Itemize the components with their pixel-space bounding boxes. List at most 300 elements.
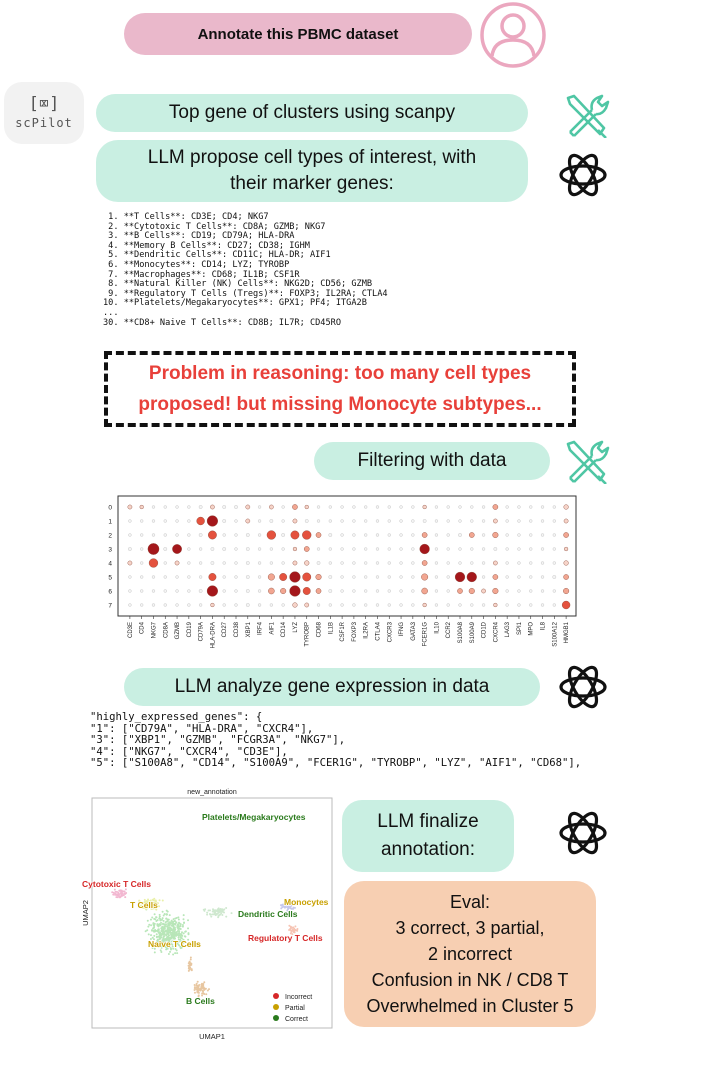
dotplot-gene-label: IRF4 bbox=[257, 622, 264, 636]
umap-point bbox=[183, 918, 185, 920]
dotplot-dot bbox=[435, 562, 438, 565]
dotplot-dot bbox=[518, 534, 521, 537]
dotplot-dot bbox=[364, 576, 367, 579]
dotplot-dot bbox=[388, 520, 391, 523]
dotplot-dot bbox=[199, 562, 202, 565]
dotplot-dot bbox=[293, 519, 297, 523]
dotplot-dot bbox=[164, 576, 167, 579]
umap-point bbox=[203, 981, 205, 983]
dotplot-dot bbox=[210, 505, 214, 509]
umap-point bbox=[187, 919, 189, 921]
dotplot-dot bbox=[258, 534, 261, 537]
dotplot-dot bbox=[447, 534, 450, 537]
umap-point bbox=[119, 896, 121, 898]
umap-point bbox=[168, 934, 170, 936]
umap-point bbox=[165, 917, 167, 919]
umap-point bbox=[148, 924, 150, 926]
umap-point bbox=[163, 931, 165, 933]
dotplot-dot bbox=[411, 520, 414, 523]
dotplot-dot bbox=[282, 506, 285, 509]
dotplot-dot bbox=[246, 575, 249, 578]
umap-point bbox=[221, 908, 223, 910]
dotplot-dot bbox=[223, 519, 226, 522]
umap-point bbox=[169, 926, 171, 928]
dotplot-gene-label: XBP1 bbox=[245, 622, 252, 638]
dotplot-cluster-label: 5 bbox=[108, 574, 112, 582]
dotplot-gene-label: TYROBP bbox=[304, 622, 311, 647]
umap-point bbox=[147, 926, 149, 928]
dotplot-dot bbox=[467, 572, 477, 582]
dotplot-dot bbox=[422, 588, 428, 594]
umap-point bbox=[120, 892, 122, 894]
dotplot-dot bbox=[329, 533, 332, 536]
umap-point bbox=[163, 928, 165, 930]
dotplot-dot bbox=[506, 520, 509, 523]
dotplot-dot bbox=[352, 604, 355, 607]
dotplot-dot bbox=[541, 576, 544, 579]
umap-point bbox=[163, 915, 165, 917]
marker-list-line: 5. **Dendritic Cells**: CD11C; HLA-DR; AIF1 bbox=[103, 250, 331, 261]
openai-icon-2 bbox=[556, 660, 610, 714]
dotplot-dot bbox=[529, 562, 532, 565]
umap-point bbox=[162, 917, 164, 919]
dotplot-dot bbox=[246, 561, 249, 564]
dotplot-dot bbox=[364, 506, 367, 509]
marker-list-line: 6. **Monocytes**: CD14; LYZ; TYROBP bbox=[103, 259, 290, 270]
umap-point bbox=[213, 913, 215, 915]
umap-point bbox=[160, 922, 162, 924]
umap-point bbox=[158, 932, 160, 934]
dotplot-dot bbox=[341, 534, 344, 537]
dotplot-dot bbox=[482, 576, 485, 579]
umap-cluster-label: Cytotoxic T Cells bbox=[82, 879, 151, 889]
marker-list-line: 3. **B Cells**: CD19; CD79A; HLA-DRA bbox=[103, 231, 295, 242]
umap-point bbox=[156, 930, 158, 932]
dotplot-dot bbox=[282, 520, 285, 523]
umap-point bbox=[160, 949, 162, 951]
dotplot-dot bbox=[128, 576, 131, 579]
dotplot-dot bbox=[529, 604, 532, 607]
dotplot-dot bbox=[164, 562, 167, 565]
dotplot-dot bbox=[518, 520, 521, 523]
step-finalize-line1: LLM finalize bbox=[377, 811, 479, 832]
dotplot-dot bbox=[541, 506, 544, 509]
marker-list-line: 10. **Platelets/Megakaryocytes**: GPX1; PF4; ITGA2B bbox=[103, 298, 367, 309]
dotplot-dot bbox=[211, 561, 214, 564]
dotplot-dot bbox=[352, 590, 355, 593]
dotplot-dot bbox=[140, 520, 143, 523]
dotplot-dot bbox=[152, 520, 155, 523]
dotplot-dot bbox=[529, 506, 532, 509]
gene-dotplot bbox=[100, 492, 580, 660]
umap-point bbox=[223, 909, 225, 911]
umap-point bbox=[124, 896, 126, 898]
dotplot-dot bbox=[470, 604, 473, 607]
umap-point bbox=[165, 930, 167, 932]
dotplot-dot bbox=[376, 562, 379, 565]
umap-point bbox=[177, 928, 179, 930]
dotplot-dot bbox=[506, 534, 509, 537]
dotplot-dot bbox=[388, 576, 391, 579]
umap-point bbox=[156, 933, 158, 935]
dotplot-dot bbox=[223, 562, 226, 565]
umap-point bbox=[159, 899, 161, 901]
dotplot-dot bbox=[290, 572, 301, 583]
dotplot-dot bbox=[482, 604, 485, 607]
dotplot-gene-label: CTLA4 bbox=[375, 622, 382, 641]
umap-point bbox=[116, 891, 118, 893]
dotplot-dot bbox=[459, 562, 462, 565]
dotplot-dot bbox=[493, 532, 499, 538]
umap-point bbox=[167, 920, 169, 922]
dotplot-gene-label: IL10 bbox=[434, 622, 441, 634]
dotplot-dot bbox=[553, 506, 556, 509]
dotplot-dot bbox=[303, 587, 310, 594]
umap-point bbox=[158, 928, 160, 930]
dotplot-dot bbox=[176, 576, 179, 579]
dotplot-dot bbox=[482, 534, 485, 537]
dotplot-dot bbox=[176, 590, 179, 593]
umap-plot bbox=[78, 784, 338, 1042]
umap-point bbox=[172, 923, 174, 925]
umap-point bbox=[190, 958, 192, 960]
dotplot-gene-label: CD19 bbox=[186, 622, 193, 638]
umap-point bbox=[156, 923, 158, 925]
dotplot-gene-label: CXCR3 bbox=[387, 622, 394, 643]
dotplot-dot bbox=[364, 520, 367, 523]
dotplot-dot bbox=[152, 506, 155, 509]
dotplot-gene-label: LAG3 bbox=[505, 622, 512, 638]
marker-list-line: 7. **Macrophages**: CD68; IL1B; CSF1R bbox=[103, 269, 300, 280]
dotplot-dot bbox=[435, 520, 438, 523]
umap-point bbox=[115, 896, 117, 898]
umap-point bbox=[114, 894, 116, 896]
dotplot-dot bbox=[459, 520, 462, 523]
dotplot-dot bbox=[140, 548, 143, 551]
dotplot-dot bbox=[199, 589, 202, 592]
dotplot-dot bbox=[128, 604, 131, 607]
umap-xlabel: UMAP1 bbox=[199, 1032, 225, 1041]
dotplot-gene-label: LYZ bbox=[292, 622, 299, 633]
dotplot-dot bbox=[423, 603, 427, 607]
expression-json-line: "3": ["XBP1", "GZMB", "FCGR3A", "NKG7"], bbox=[90, 734, 346, 747]
dotplot-dot bbox=[400, 576, 403, 579]
dotplot-dot bbox=[246, 589, 249, 592]
dotplot-dot bbox=[400, 604, 403, 607]
umap-point bbox=[206, 912, 208, 914]
dotplot-dot bbox=[209, 573, 216, 580]
dotplot-dot bbox=[563, 588, 569, 594]
umap-point bbox=[194, 989, 196, 991]
dotplot-gene-label: FOXP3 bbox=[351, 622, 358, 642]
umap-point bbox=[159, 914, 161, 916]
umap-point bbox=[159, 916, 161, 918]
umap-point bbox=[111, 891, 113, 893]
step-propose-line1: LLM propose cell types of interest, with bbox=[147, 147, 477, 168]
umap-point bbox=[153, 935, 155, 937]
dotplot-dot bbox=[458, 533, 461, 536]
umap-point bbox=[160, 929, 162, 931]
dotplot-dot bbox=[270, 519, 273, 522]
legend-marker bbox=[273, 1015, 279, 1021]
dotplot-dot bbox=[469, 532, 474, 537]
dotplot-dot bbox=[493, 588, 499, 594]
dotplot-dot bbox=[400, 520, 403, 523]
dotplot-dot bbox=[270, 562, 273, 565]
dotplot-dot bbox=[176, 534, 179, 537]
marker-list-line: 30. **CD8+ Naive T Cells**: CD8B; IL7R; CD45RO bbox=[103, 317, 341, 328]
umap-point bbox=[122, 890, 124, 892]
dotplot-dot bbox=[152, 534, 155, 537]
marker-gene-list bbox=[103, 213, 388, 328]
dotplot-dot bbox=[140, 604, 143, 607]
umap-point bbox=[157, 925, 159, 927]
user-prompt-bubble bbox=[124, 13, 472, 55]
dotplot-dot bbox=[435, 534, 438, 537]
dotplot-dot bbox=[388, 604, 391, 607]
dotplot-dot bbox=[493, 603, 497, 607]
umap-title: new_annotation bbox=[187, 789, 237, 796]
dotplot-dot bbox=[164, 590, 167, 593]
umap-point bbox=[151, 930, 153, 932]
dotplot-dot bbox=[258, 506, 261, 509]
dotplot-dot bbox=[234, 505, 237, 508]
umap-point bbox=[175, 931, 177, 933]
marker-list-line: 1. **T Cells**: CD3E; CD4; NKG7 bbox=[103, 212, 269, 222]
umap-point bbox=[172, 953, 174, 955]
dotplot-gene-label: S100A8 bbox=[458, 622, 464, 644]
expression-json-line: "highly_expressed_genes": { bbox=[90, 711, 263, 723]
dotplot-dot bbox=[341, 506, 344, 509]
dotplot-dot bbox=[258, 590, 261, 593]
dotplot-dot bbox=[388, 534, 391, 537]
dotplot-dot bbox=[199, 505, 202, 508]
dotplot-dot bbox=[176, 506, 179, 509]
dotplot-dot bbox=[223, 505, 226, 508]
dotplot-dot bbox=[164, 604, 167, 607]
eval-line5: Overwhelmed in Cluster 5 bbox=[366, 996, 574, 1016]
umap-point bbox=[194, 986, 196, 988]
dotplot-dot bbox=[187, 506, 190, 509]
dotplot-cluster-label: 4 bbox=[108, 560, 112, 568]
tools-icon-2 bbox=[562, 438, 612, 484]
dotplot-dot bbox=[164, 520, 167, 523]
dotplot-dot bbox=[435, 576, 438, 579]
scpilot-logo bbox=[4, 82, 84, 144]
umap-point bbox=[206, 914, 208, 916]
dotplot-dot bbox=[529, 534, 532, 537]
dotplot-dot bbox=[172, 544, 181, 553]
eval-line1: Eval: bbox=[449, 892, 491, 912]
umap-point bbox=[165, 934, 167, 936]
user-prompt-text: Annotate this PBMC dataset bbox=[197, 25, 399, 43]
dotplot-dot bbox=[553, 590, 556, 593]
umap-point bbox=[184, 935, 186, 937]
dotplot-dot bbox=[518, 506, 521, 509]
dotplot-cluster-label: 1 bbox=[108, 518, 112, 526]
dotplot-dot bbox=[470, 562, 473, 565]
dotplot-gene-label: CCR2 bbox=[446, 622, 453, 639]
umap-point bbox=[148, 933, 150, 935]
dotplot-dot bbox=[187, 520, 190, 523]
dotplot-dot bbox=[400, 534, 403, 537]
dotplot-dot bbox=[493, 519, 497, 523]
dotplot-gene-label: GZMB bbox=[175, 622, 182, 640]
umap-point bbox=[171, 929, 173, 931]
dotplot-dot bbox=[140, 590, 143, 593]
dotplot-dot bbox=[421, 574, 428, 581]
dotplot-dot bbox=[293, 547, 297, 551]
umap-point bbox=[169, 914, 171, 916]
umap-point bbox=[173, 927, 175, 929]
dotplot-gene-label: CD4 bbox=[139, 622, 146, 635]
dotplot-dot bbox=[564, 561, 569, 566]
umap-point bbox=[195, 988, 197, 990]
umap-point bbox=[294, 925, 296, 927]
dotplot-dot bbox=[176, 604, 179, 607]
dotplot-dot bbox=[235, 576, 238, 579]
dotplot-dot bbox=[235, 604, 238, 607]
dotplot-dot bbox=[411, 562, 414, 565]
umap-cluster-label: Monocytes bbox=[284, 897, 329, 907]
marker-list-line: 2. **Cytotoxic T Cells**: CD8A; GZMB; NKG7 bbox=[103, 221, 326, 232]
dotplot-dot bbox=[388, 562, 391, 565]
umap-point bbox=[293, 927, 295, 929]
dotplot-dot bbox=[411, 534, 414, 537]
dotplot-dot bbox=[435, 590, 438, 593]
umap-point bbox=[168, 930, 170, 932]
dotplot-dot bbox=[208, 531, 216, 539]
dotplot-dot bbox=[422, 560, 427, 565]
umap-point bbox=[177, 916, 179, 918]
dotplot-dot bbox=[329, 520, 332, 523]
dotplot-dot bbox=[329, 604, 332, 607]
umap-point bbox=[154, 951, 156, 953]
dotplot-gene-label: IFNG bbox=[399, 622, 406, 637]
dotplot-dot bbox=[341, 520, 344, 523]
dotplot-dot bbox=[187, 576, 190, 579]
umap-point bbox=[166, 913, 168, 915]
dotplot-dot bbox=[388, 548, 391, 551]
dotplot-dot bbox=[562, 601, 570, 609]
dotplot-cluster-label: 2 bbox=[108, 532, 112, 540]
dotplot-gene-label: CD38 bbox=[234, 622, 240, 638]
step-filtering bbox=[314, 442, 550, 480]
dotplot-dot bbox=[506, 604, 509, 607]
umap-point bbox=[121, 895, 123, 897]
dotplot-dot bbox=[482, 506, 485, 509]
umap-point bbox=[172, 933, 174, 935]
dotplot-dot bbox=[376, 590, 379, 593]
dotplot-gene-label: FCER1G bbox=[422, 622, 429, 647]
umap-point bbox=[225, 916, 227, 918]
dotplot-dot bbox=[329, 575, 332, 578]
dotplot-dot bbox=[152, 576, 155, 579]
umap-point bbox=[162, 911, 164, 913]
dotplot-cluster-label: 0 bbox=[108, 504, 112, 512]
dotplot-dot bbox=[493, 561, 497, 565]
dotplot-dot bbox=[553, 548, 556, 551]
openai-icon-3 bbox=[556, 806, 610, 860]
dotplot-dot bbox=[148, 543, 159, 554]
dotplot-dot bbox=[564, 519, 568, 523]
dotplot-dot bbox=[187, 590, 190, 593]
expression-json-line: "1": ["CD79A", "HLA-DRA", "CXCR4"], bbox=[90, 722, 314, 735]
umap-point bbox=[174, 952, 176, 954]
dotplot-dot bbox=[364, 548, 367, 551]
dotplot-cluster-label: 6 bbox=[108, 588, 112, 596]
legend-marker bbox=[273, 1004, 279, 1010]
dotplot-dot bbox=[422, 532, 427, 537]
dotplot-gene-label: IL2RA bbox=[363, 622, 370, 639]
dotplot-dot bbox=[302, 531, 311, 540]
dotplot-dot bbox=[352, 520, 355, 523]
marker-list-line: ... bbox=[103, 307, 119, 318]
umap-point bbox=[178, 930, 180, 932]
dotplot-gene-label: HMGB1 bbox=[564, 622, 571, 644]
eval-line4: Confusion in NK / CD8 T bbox=[371, 970, 569, 990]
dotplot-dot bbox=[317, 548, 320, 551]
dotplot-dot bbox=[258, 576, 261, 579]
dotplot-dot bbox=[506, 590, 509, 593]
dotplot-dot bbox=[235, 534, 238, 537]
umap-cluster-label: Dendritic Cells bbox=[238, 909, 298, 919]
dotplot-dot bbox=[376, 534, 379, 537]
umap-point bbox=[182, 926, 184, 928]
dotplot-dot bbox=[290, 586, 301, 597]
dotplot-dot bbox=[352, 534, 355, 537]
dotplot-dot bbox=[447, 562, 450, 565]
umap-point bbox=[159, 934, 161, 936]
dotplot-dot bbox=[482, 548, 485, 551]
dotplot-dot bbox=[164, 534, 167, 537]
dotplot-dot bbox=[140, 576, 143, 579]
umap-point bbox=[221, 914, 223, 916]
dotplot-dot bbox=[518, 590, 521, 593]
umap-point bbox=[124, 893, 126, 895]
umap-point bbox=[165, 921, 167, 923]
dotplot-dot bbox=[280, 588, 286, 594]
dotplot-dot bbox=[376, 520, 379, 523]
dotplot-dot bbox=[128, 561, 132, 565]
umap-point bbox=[296, 930, 298, 932]
step-analyze bbox=[124, 668, 540, 706]
umap-point bbox=[158, 905, 160, 907]
umap-point bbox=[189, 962, 191, 964]
umap-point bbox=[178, 932, 180, 934]
dotplot-dot bbox=[470, 548, 473, 551]
dotplot-cluster-label: 7 bbox=[108, 602, 112, 610]
umap-point bbox=[296, 928, 298, 930]
dotplot-gene-label: IL8 bbox=[540, 622, 547, 631]
dotplot-dot bbox=[423, 505, 427, 509]
dotplot-dot bbox=[128, 534, 131, 537]
dotplot-dot bbox=[152, 604, 155, 607]
dotplot-dot bbox=[364, 604, 367, 607]
umap-point bbox=[204, 908, 206, 910]
dotplot-dot bbox=[305, 603, 309, 607]
umap-point bbox=[215, 910, 217, 912]
umap-point bbox=[155, 920, 157, 922]
umap-point bbox=[211, 913, 213, 915]
dotplot-dot bbox=[279, 573, 286, 580]
dotplot-dot bbox=[317, 506, 320, 509]
dotplot-dot bbox=[341, 604, 344, 607]
umap-point bbox=[153, 918, 155, 920]
umap-point bbox=[146, 929, 148, 931]
umap-point bbox=[150, 919, 152, 921]
umap-point bbox=[183, 921, 185, 923]
